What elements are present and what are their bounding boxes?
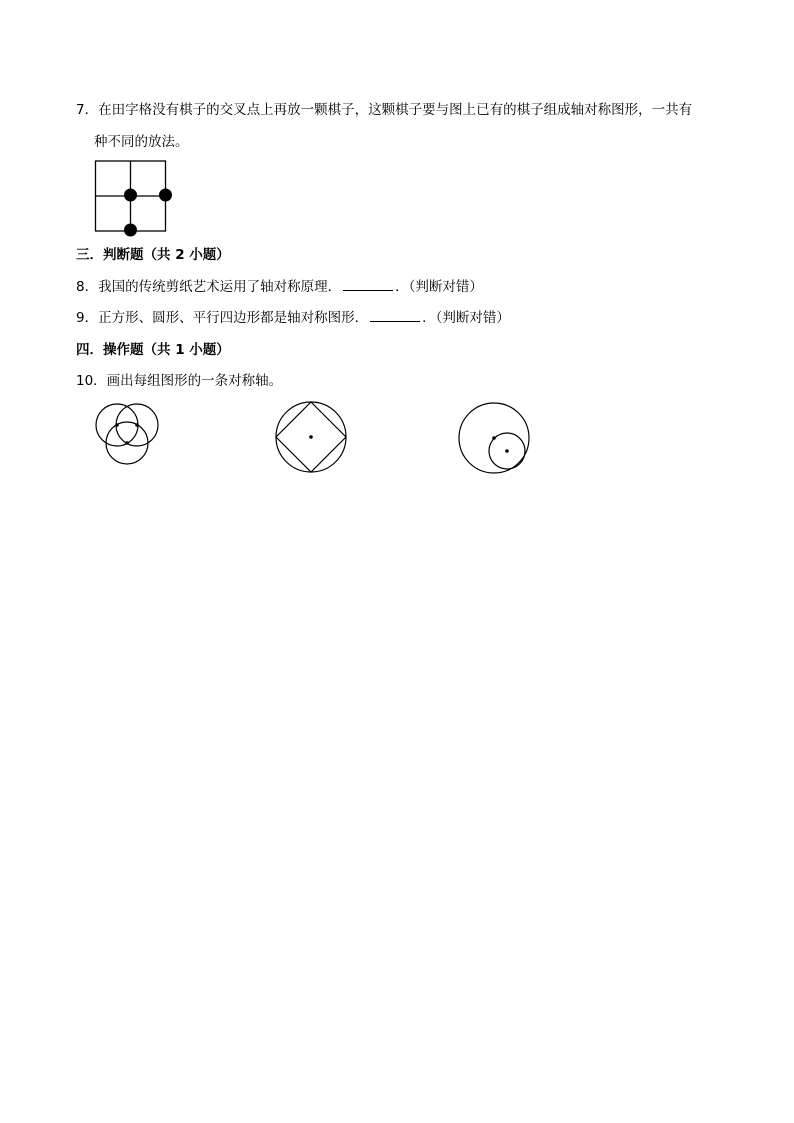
center-dot-right: [135, 423, 139, 427]
question-8: [76, 278, 483, 296]
chess-piece-center: [124, 189, 137, 202]
large-circle-center-dot: [492, 436, 496, 440]
question-7-line-2: 种不同的放法。: [94, 134, 189, 150]
small-circle-center-dot: [505, 449, 509, 453]
center-dot-left: [115, 423, 119, 427]
question-9-text: 9．正方形、圆形、平行四边形都是轴对称图形．: [76, 310, 369, 326]
question-9-answer-blank[interactable]: [370, 309, 420, 322]
question-9-suffix: ．（判断对错）: [422, 310, 510, 326]
section-4-heading: 四．操作题（共 1 小题）: [76, 342, 230, 358]
figure-three-circles: [94, 402, 164, 472]
question-8-answer-blank[interactable]: [343, 278, 393, 291]
chess-piece-bottom: [124, 224, 137, 237]
question-8-text: 8．我国的传统剪纸艺术运用了轴对称原理．: [76, 279, 342, 295]
section-3-heading: 三．判断题（共 2 小题）: [76, 247, 230, 263]
tianzi-grid-figure: [94, 160, 174, 240]
question-8-suffix: ．（判断对错）: [395, 279, 483, 295]
question-7-line-1: 7．在田字格没有棋子的交叉点上再放一颗棋子，这颗棋子要与图上已有的棋子组成轴对称图形，一共有: [76, 102, 693, 118]
figure-square-in-circle: [274, 401, 348, 475]
question-9: [76, 309, 510, 327]
question-10-text: 10．画出每组图形的一条对称轴。: [76, 373, 283, 389]
figure-two-circles: [457, 401, 533, 477]
center-dot-bottom: [125, 441, 129, 445]
chess-piece-right: [159, 189, 172, 202]
center-dot: [309, 435, 313, 439]
